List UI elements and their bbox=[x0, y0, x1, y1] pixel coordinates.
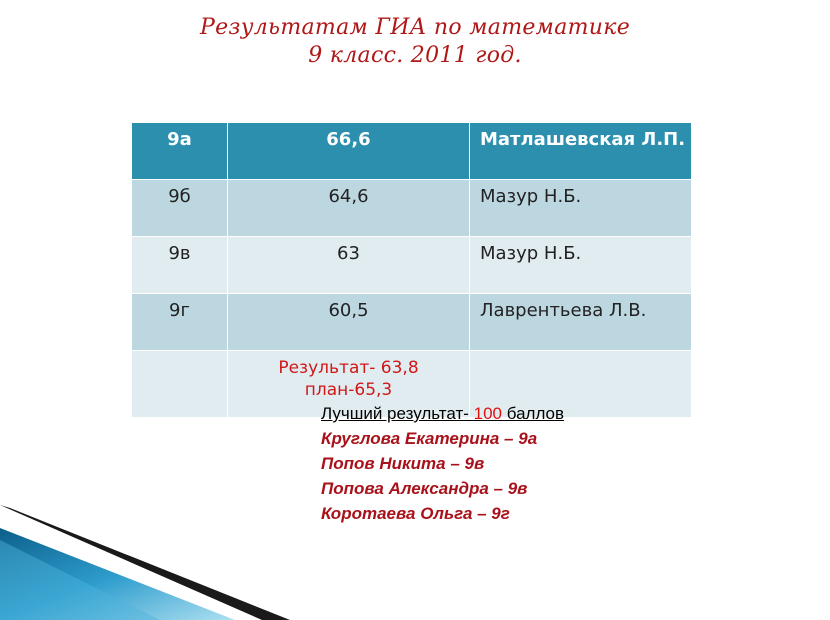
best-result-heading bbox=[321, 401, 564, 426]
best-score: 100 bbox=[473, 404, 502, 423]
winner-item: Коротаева Ольга – 9г bbox=[321, 504, 510, 523]
title-line-1: Результатам ГИА по математике bbox=[199, 15, 631, 40]
best-suffix: баллов bbox=[502, 404, 565, 423]
score-cell: 64,6 bbox=[228, 180, 470, 237]
class-cell: 9а bbox=[132, 123, 228, 180]
class-cell: 9в bbox=[132, 237, 228, 294]
title-line-2: 9 класс. 2011 год. bbox=[308, 43, 522, 68]
table-row bbox=[132, 123, 692, 180]
teacher-cell: Лаврентьева Л.В. bbox=[470, 294, 692, 351]
total-result: Результат- 63,8 bbox=[278, 358, 419, 378]
best-prefix: Лучший результат- bbox=[321, 404, 474, 423]
winner-item: Попов Никита – 9в bbox=[321, 454, 485, 473]
teacher-cell: Мазур Н.Б. bbox=[470, 237, 692, 294]
total-plan: план-65,3 bbox=[304, 380, 393, 400]
empty-cell bbox=[132, 351, 228, 418]
teacher-cell: Мазур Н.Б. bbox=[470, 180, 692, 237]
table-row bbox=[132, 180, 692, 237]
results-table bbox=[131, 122, 692, 418]
table-row bbox=[132, 294, 692, 351]
winner-item: Круглова Екатерина – 9а bbox=[321, 429, 538, 448]
teacher-cell: Матлашевская Л.П. bbox=[470, 123, 692, 180]
score-cell: 60,5 bbox=[228, 294, 470, 351]
class-cell: 9б bbox=[132, 180, 228, 237]
slide-title bbox=[0, 14, 830, 70]
score-cell: 66,6 bbox=[228, 123, 470, 180]
table-row bbox=[132, 237, 692, 294]
best-results-block bbox=[321, 401, 564, 526]
class-cell: 9г bbox=[132, 294, 228, 351]
score-cell: 63 bbox=[228, 237, 470, 294]
winner-item: Попова Александра – 9в bbox=[321, 479, 528, 498]
